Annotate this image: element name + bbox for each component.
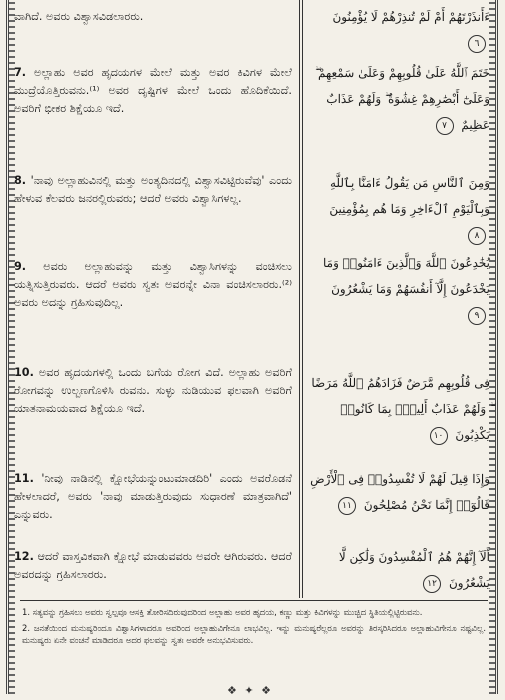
arabic-verse-text: ءَأَنذَرْتَهُمْ أَمْ لَمْ تُنذِرْهُمْ لَا يُؤْمِنُونَ [332,10,490,24]
verse-number-icon: ٩ [468,307,486,325]
bottom-ornament-icon: ❖ ✦ ❖ [227,684,273,697]
arabic-verse-11 [306,466,490,518]
paragraph-text: ಅಲ್ಲಾಹು ಅವರ ಹೃದಯಗಳ ಮೇಲೆ ಮತ್ತು ಅವರ ಕಿವಿಗಳ ಮೇಲೆ ಮುದ್ರೆಯೊತ್ತಿರುವನು.⁽¹⁾ ಅವರ ದೃಷ್ಟಿಗಳ ಮೇಲೆ ಒಂದು ಹೊದಿಕೆಯಿದೆ. ಅವರಿಗೆ ಭೀಕರ ಶಿಕ್ಷೆಯೂ ಇದೆ. [14,66,292,115]
arabic-verse-9 [306,250,490,328]
verse-number-icon: ٦ [468,35,486,53]
page-content [14,0,490,600]
arabic-verse-12 [306,544,490,596]
arabic-verse-6 [306,4,490,56]
arabic-verse-8 [306,170,490,248]
paragraph-text: 'ನಾವು ಅಲ್ಲಾಹುವಿನಲ್ಲಿ ಮತ್ತು ಅಂತ್ಯದಿನದಲ್ಲಿ ವಿಶ್ವಾಸವಿಟ್ಟಿರುವೆವು' ಎಂದು ಹೇಳುವ ಕೆಲವರು ಜನರಲ್ಲಿರುವರು; ಆದರೆ ಅವರು ವಿಶ್ವಾಸಿಗಳಲ್ಲ. [14,174,292,205]
arabic-verse-text: فِى قُلُوبِهِم مَّرَضٌ فَزَادَهُمُ ٱللَّهُ مَرَضًا ۖ وَلَهُمْ عَذَابٌ أَلِيمٌۢ بِمَا كَانُوا۟ يَكْذِبُونَ [311,376,490,442]
paragraph-number: 8. [14,174,27,187]
verse-number-icon: ١٢ [423,575,441,593]
paragraph-12 [14,548,292,584]
verse-number-icon: ١٠ [430,427,448,445]
verse-number-icon: ٧ [436,117,454,135]
paragraph-text: 'ನೀವು ನಾಡಿನಲ್ಲಿ ಕ್ಷೋಭೆಯನ್ನುಂಟುಮಾಡದಿರಿ' ಎಂದು ಅವರೊಡನೆ ಹೇಳಲಾದರೆ, ಅವರು 'ನಾವು ಮಾಡುತ್ತಿರುವುದು ಸುಧಾರಣೆ ಮಾತ್ರವಾಗಿದೆ' ಎನ್ನುವರು. [14,472,292,521]
arabic-verse-text: يُخَٰدِعُونَ ٱللَّهَ وَٱلَّذِينَ ءَامَنُوا۟ وَمَا يَخْدَعُونَ إِلَّآ أَنفُسَهُمْ وَمَا يَشْعُرُونَ [322,256,490,296]
paragraph-text: ಅವರು ಅಲ್ಲಾಹುವನ್ನು ಮತ್ತು ವಿಶ್ವಾಸಿಗಳನ್ನು ವಂಚಿಸಲು ಯತ್ನಿಸುತ್ತಿರುವರು. ಆದರೆ ಅವರು ಸ್ವತಃ ಅವರನ್ನೇ ವಿನಾ ವಂಚಿಸಲಾರರು.⁽²⁾ ಅವರು ಅದನ್ನು ಗ್ರಹಿಸುವುದಿಲ್ಲ. [14,260,292,309]
paragraph-number: 11. [14,472,34,485]
footnote-divider [20,600,488,601]
verse-number-icon: ٨ [468,227,486,245]
arabic-verse-text: وَمِنَ ٱلنَّاسِ مَن يَقُولُ ءَامَنَّا بِٱللَّهِ وَبِٱلْيَوْمِ ٱلْءَاخِرِ وَمَا هُم بِمُؤْمِنِينَ [329,176,490,216]
arabic-verse-7 [306,60,490,138]
verse-number-icon: ١١ [338,497,356,515]
arabic-verse-text: أَلَآ إِنَّهُمْ هُمُ ٱلْمُفْسِدُونَ وَلَٰكِن لَّا يَشْعُرُونَ [338,550,490,590]
arabic-verse-text: خَتَمَ ٱللَّهُ عَلَىٰ قُلُوبِهِمْ وَعَلَىٰ سَمْعِهِمْ ۖ وَعَلَىٰٓ أَبْصَٰرِهِمْ غِشَٰوَةٌ ۖ وَلَهُمْ عَذَابٌ عَظِيمٌ [314,66,490,132]
paragraph-text: ಆದರೆ ವಾಸ್ತವಿಕವಾಗಿ ಕ್ಷೋಭೆ ಮಾಡುವವರು ಅವರೇ ಆಗಿರುವರು. ಆದರೆ ಅವರದನ್ನು ಗ್ರಹಿಸಲಾರರು. [14,550,292,581]
arabic-verse-text: وَإِذَا قِيلَ لَهُمْ لَا تُفْسِدُوا۟ فِى ٱلْأَرْضِ قَالُوٓا۟ إِنَّمَا نَحْنُ مُصْلِحُونَ [310,472,490,512]
paragraph-11 [14,470,292,524]
footnote-2: 2. ಜನತೆಯಿಂದ ಮನುಷ್ಯರಿಂದೂ ವಿಶ್ವಾಸಿಗಳಾದರೂ ಅವರಿಂದ ಅಲ್ಲಾಹುವಿಗೇನೂ ಲಾಭವಿಲ್ಲ. ಇನ್ನು ಮನುಷ್ಯರೆಲ್ಲರೂ ಅವರನ್ನು ತಿರಸ್ಕರಿಸಿದರೂ ಅಲ್ಲಾಹುವಿಗೇನೂ ನಷ್ಟವಿಲ್ಲ. ಮನುಷ್ಯರು ಏನೇ ವಂಚನೆ ಮಾಡಿದರೂ ಅದರ ಫಲವನ್ನು ಸ್ವತಃ ಅವರೇ ಅನುಭವಿಸುವರು. [22,623,486,645]
paragraph-text: ಅವರ ಹೃದಯಗಳಲ್ಲಿ ಒಂದು ಬಗೆಯ ರೋಗ ವಿದೆ. ಅಲ್ಲಾಹು ಅವರಿಗೆ ರೋಗವನ್ನು ಉಲ್ಬಣಗೊಳಿಸಿ ರುವನು. ಸುಳ್ಳು ನುಡಿಯುವ ಫಲವಾಗಿ ಅವರಿಗೆ ಯಾತನಾಮಯವಾದ ಶಿಕ್ಷೆಯೂ ಇದೆ. [14,366,292,415]
paragraph-7 [14,64,292,118]
paragraph-9 [14,258,292,312]
footnote-1: 1. ಸತ್ಯವನ್ನು ಗ್ರಹಿಸಲು ಅವರು ಸ್ವಲ್ಪವೂ ಆಸಕ್ತಿ ತೋರಿಸದಿರುವುದರಿಂದ ಅಲ್ಲಾಹು ಅವರ ಹೃದಯ, ಕಣ್ಣು ಮತ್ತು ಕಿವಿಗಳನ್ನು ಮುಚ್ಚಿದ ಸ್ಥಿತಿಯಲ್ಲಿಟ್ಟಿರುವನು. [22,607,423,617]
column-divider [299,0,303,598]
paragraph-10 [14,364,292,418]
paragraph-number: 10. [14,366,34,379]
paragraph-8 [14,172,292,208]
paragraph-number: 7. [14,66,27,79]
paragraph-number: 12. [14,550,34,563]
arabic-verse-10 [306,370,490,448]
intro-line: ವಾಗಿದೆ. ಅವರು ವಿಶ್ವಾಸವಿಡಲಾರರು. [14,10,144,23]
paragraph-number: 9. [14,260,27,273]
footnotes [22,606,486,650]
